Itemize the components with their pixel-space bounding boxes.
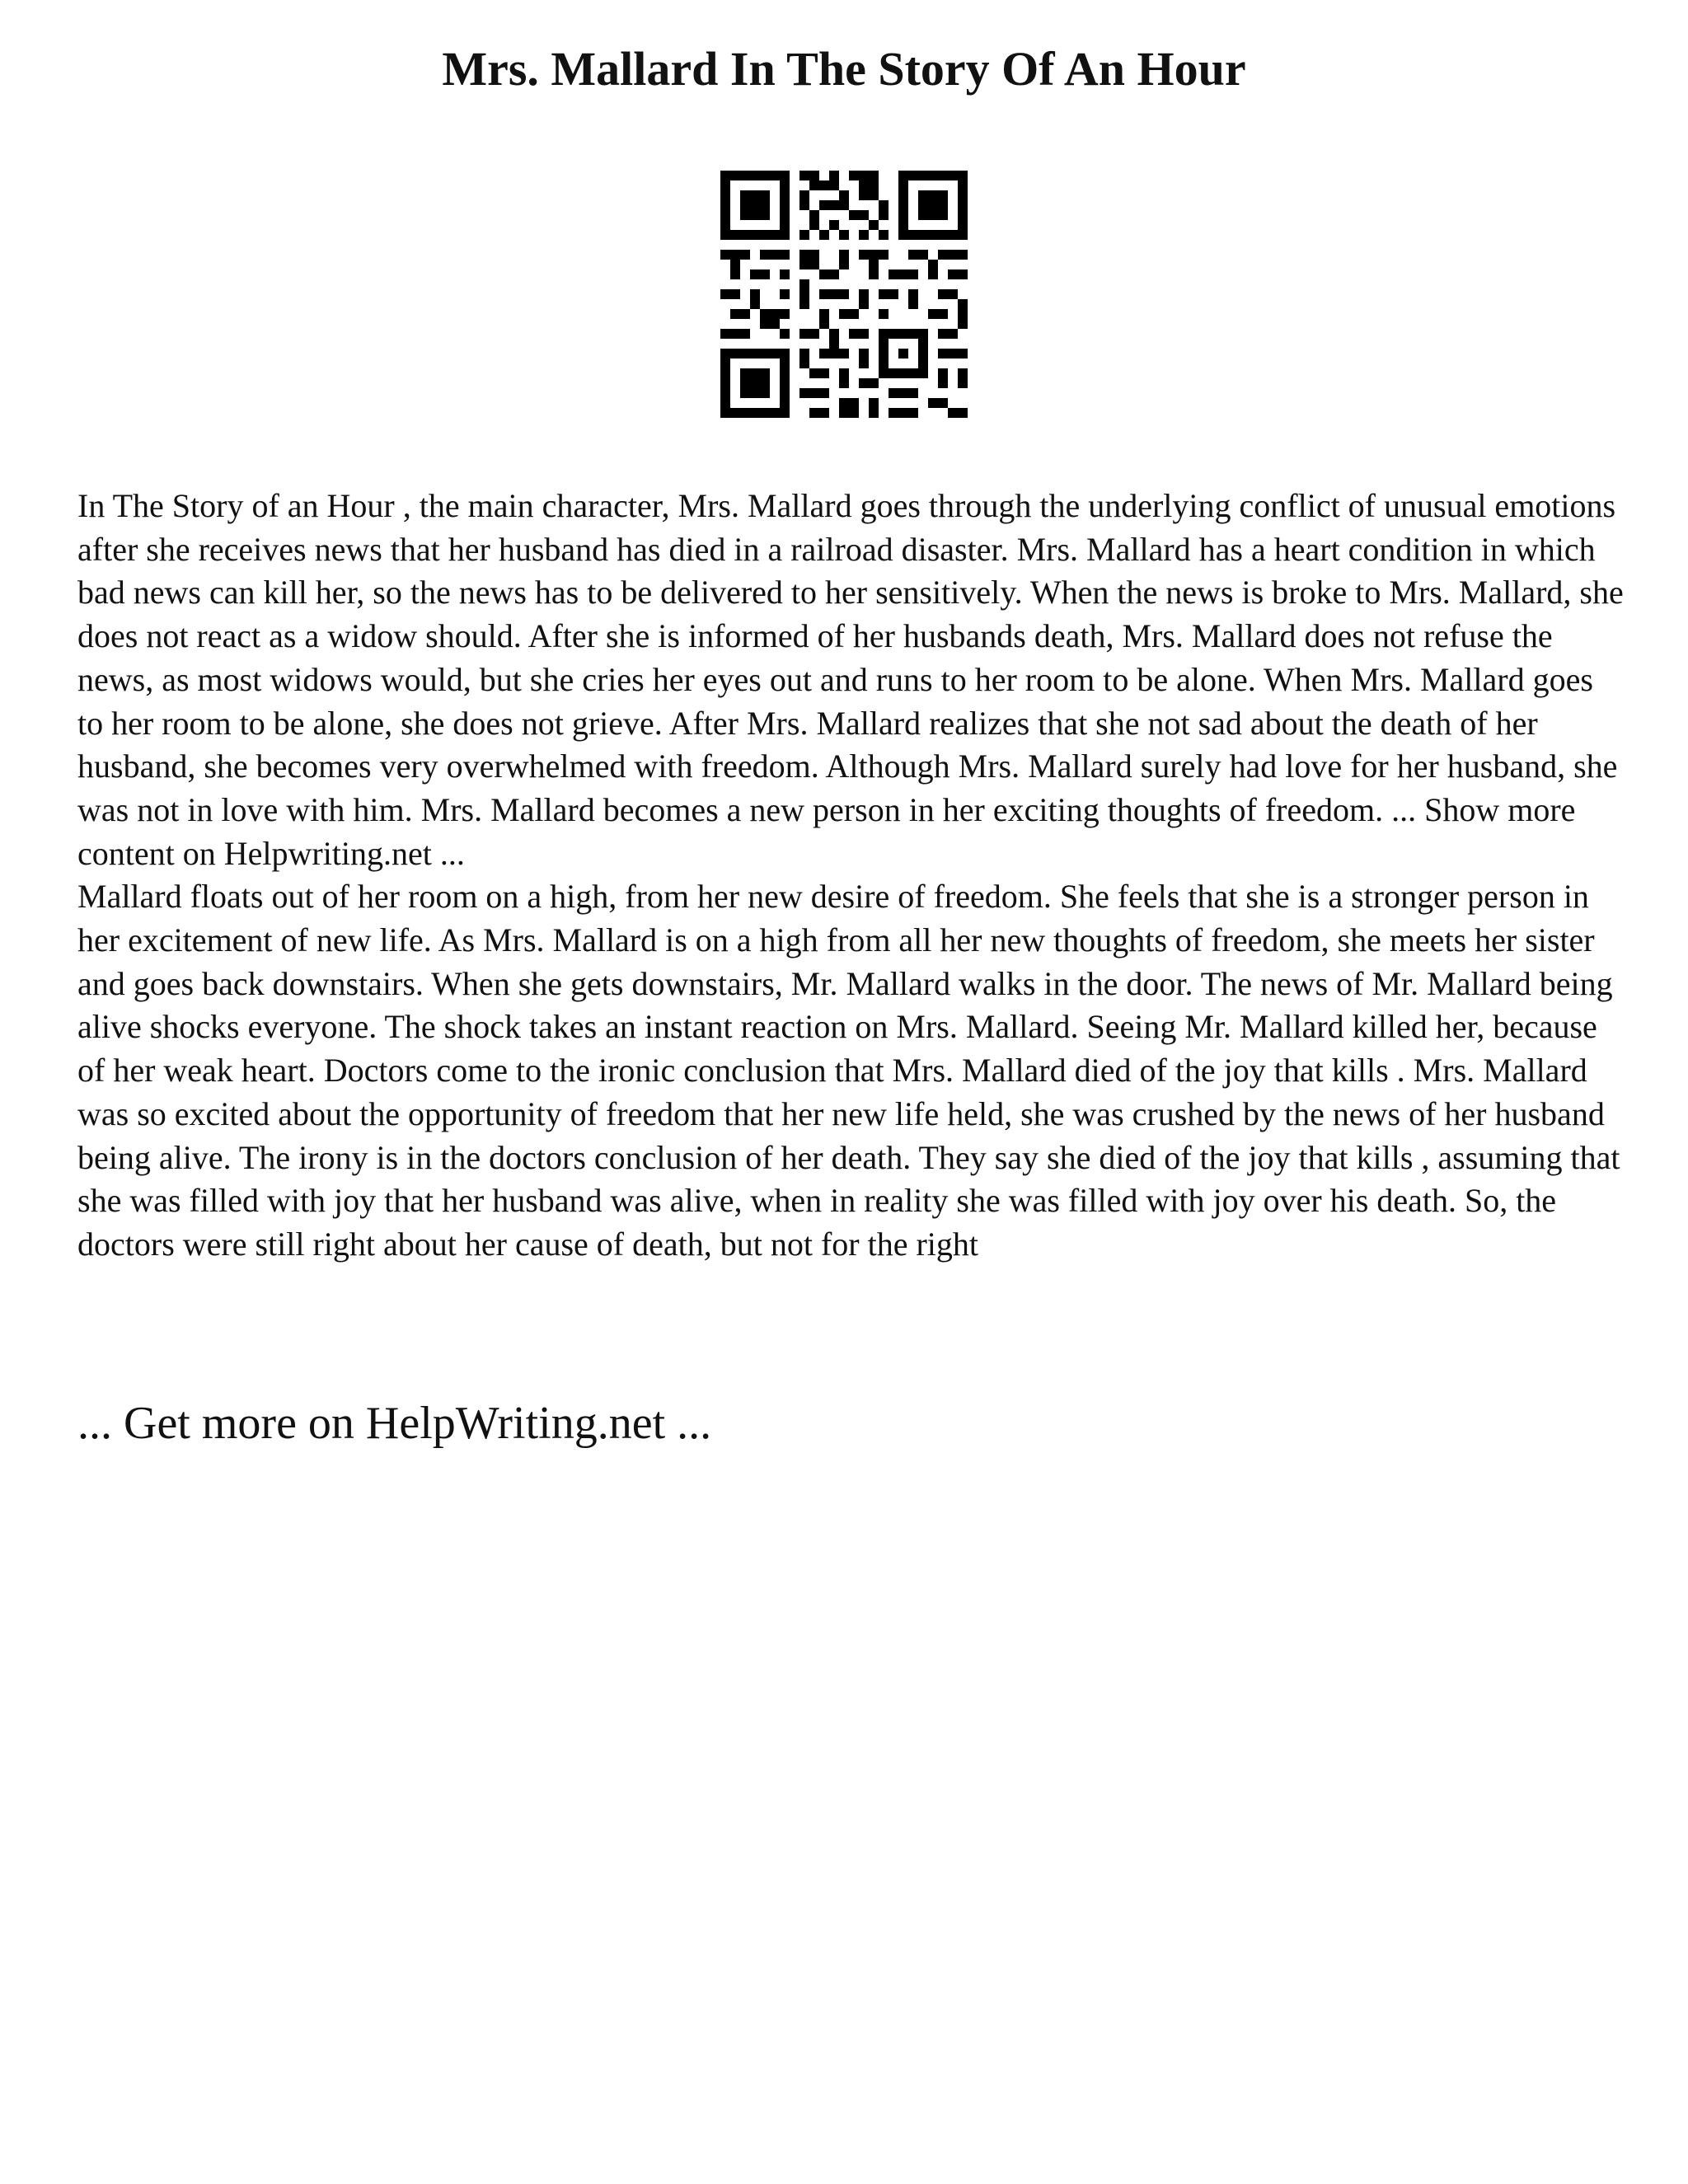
page-title: Mrs. Mallard In The Story Of An Hour [442, 42, 1246, 96]
qr-code-icon [720, 171, 968, 418]
get-more-link[interactable]: ... Get more on HelpWriting.net ... [77, 1398, 712, 1449]
essay-body [77, 485, 1627, 1267]
paragraph-2: Mallard floats out of her room on a high, from her new desire of freedom. She feels that she is a stronger person in her excitement of new life. As Mrs. Mallard is on a high from all her new thoughts of freedom, she meets her sister and goes back downstairs. When she gets downstairs, Mr. Mallard walks in the door. The news of Mr. Mallard being alive shocks everyone. The shock takes an instant reaction on Mrs. Mallard. Seeing Mr. Mallard killed her, because of her weak heart. Doctors come to the ironic conclusion that Mrs. Mallard died of the joy that kills . Mrs. Mallard was so excited about the opportunity of freedom that her new life held, she was crushed by the news of her husband being alive. The irony is in the doctors conclusion of her death. They say she died of the joy that kills , assuming that she was filled with joy that her husband was alive, when in reality she was filled with joy over his death. So, the doctors were still right about her cause of death, but not for the right [77, 878, 1620, 1263]
paragraph-1: In The Story of an Hour , the main character, Mrs. Mallard goes through the underlying conflict of unusual emotions after she receives news that her husband has died in a railroad disaster. Mrs. Mallard has a heart condition in which bad news can kill her, so the news has to be delivered to her sensitively. When the news is broke to Mrs. Mallard, she does not react as a widow should. After she is informed of her husbands death, Mrs. Mallard does not refuse the news, as most widows would, but she cries her eyes out and runs to her room to be alone. When Mrs. Mallard goes to her room to be alone, she does not grieve. After Mrs. Mallard realizes that she not sad about the death of her husband, she becomes very overwhelmed with freedom. Although Mrs. Mallard surely had love for her husband, she was not in love with him. Mrs. Mallard becomes a new person in her exciting thoughts of freedom. ... Show more content on Helpwriting.net ... [77, 487, 1624, 872]
qr-code [720, 171, 968, 418]
